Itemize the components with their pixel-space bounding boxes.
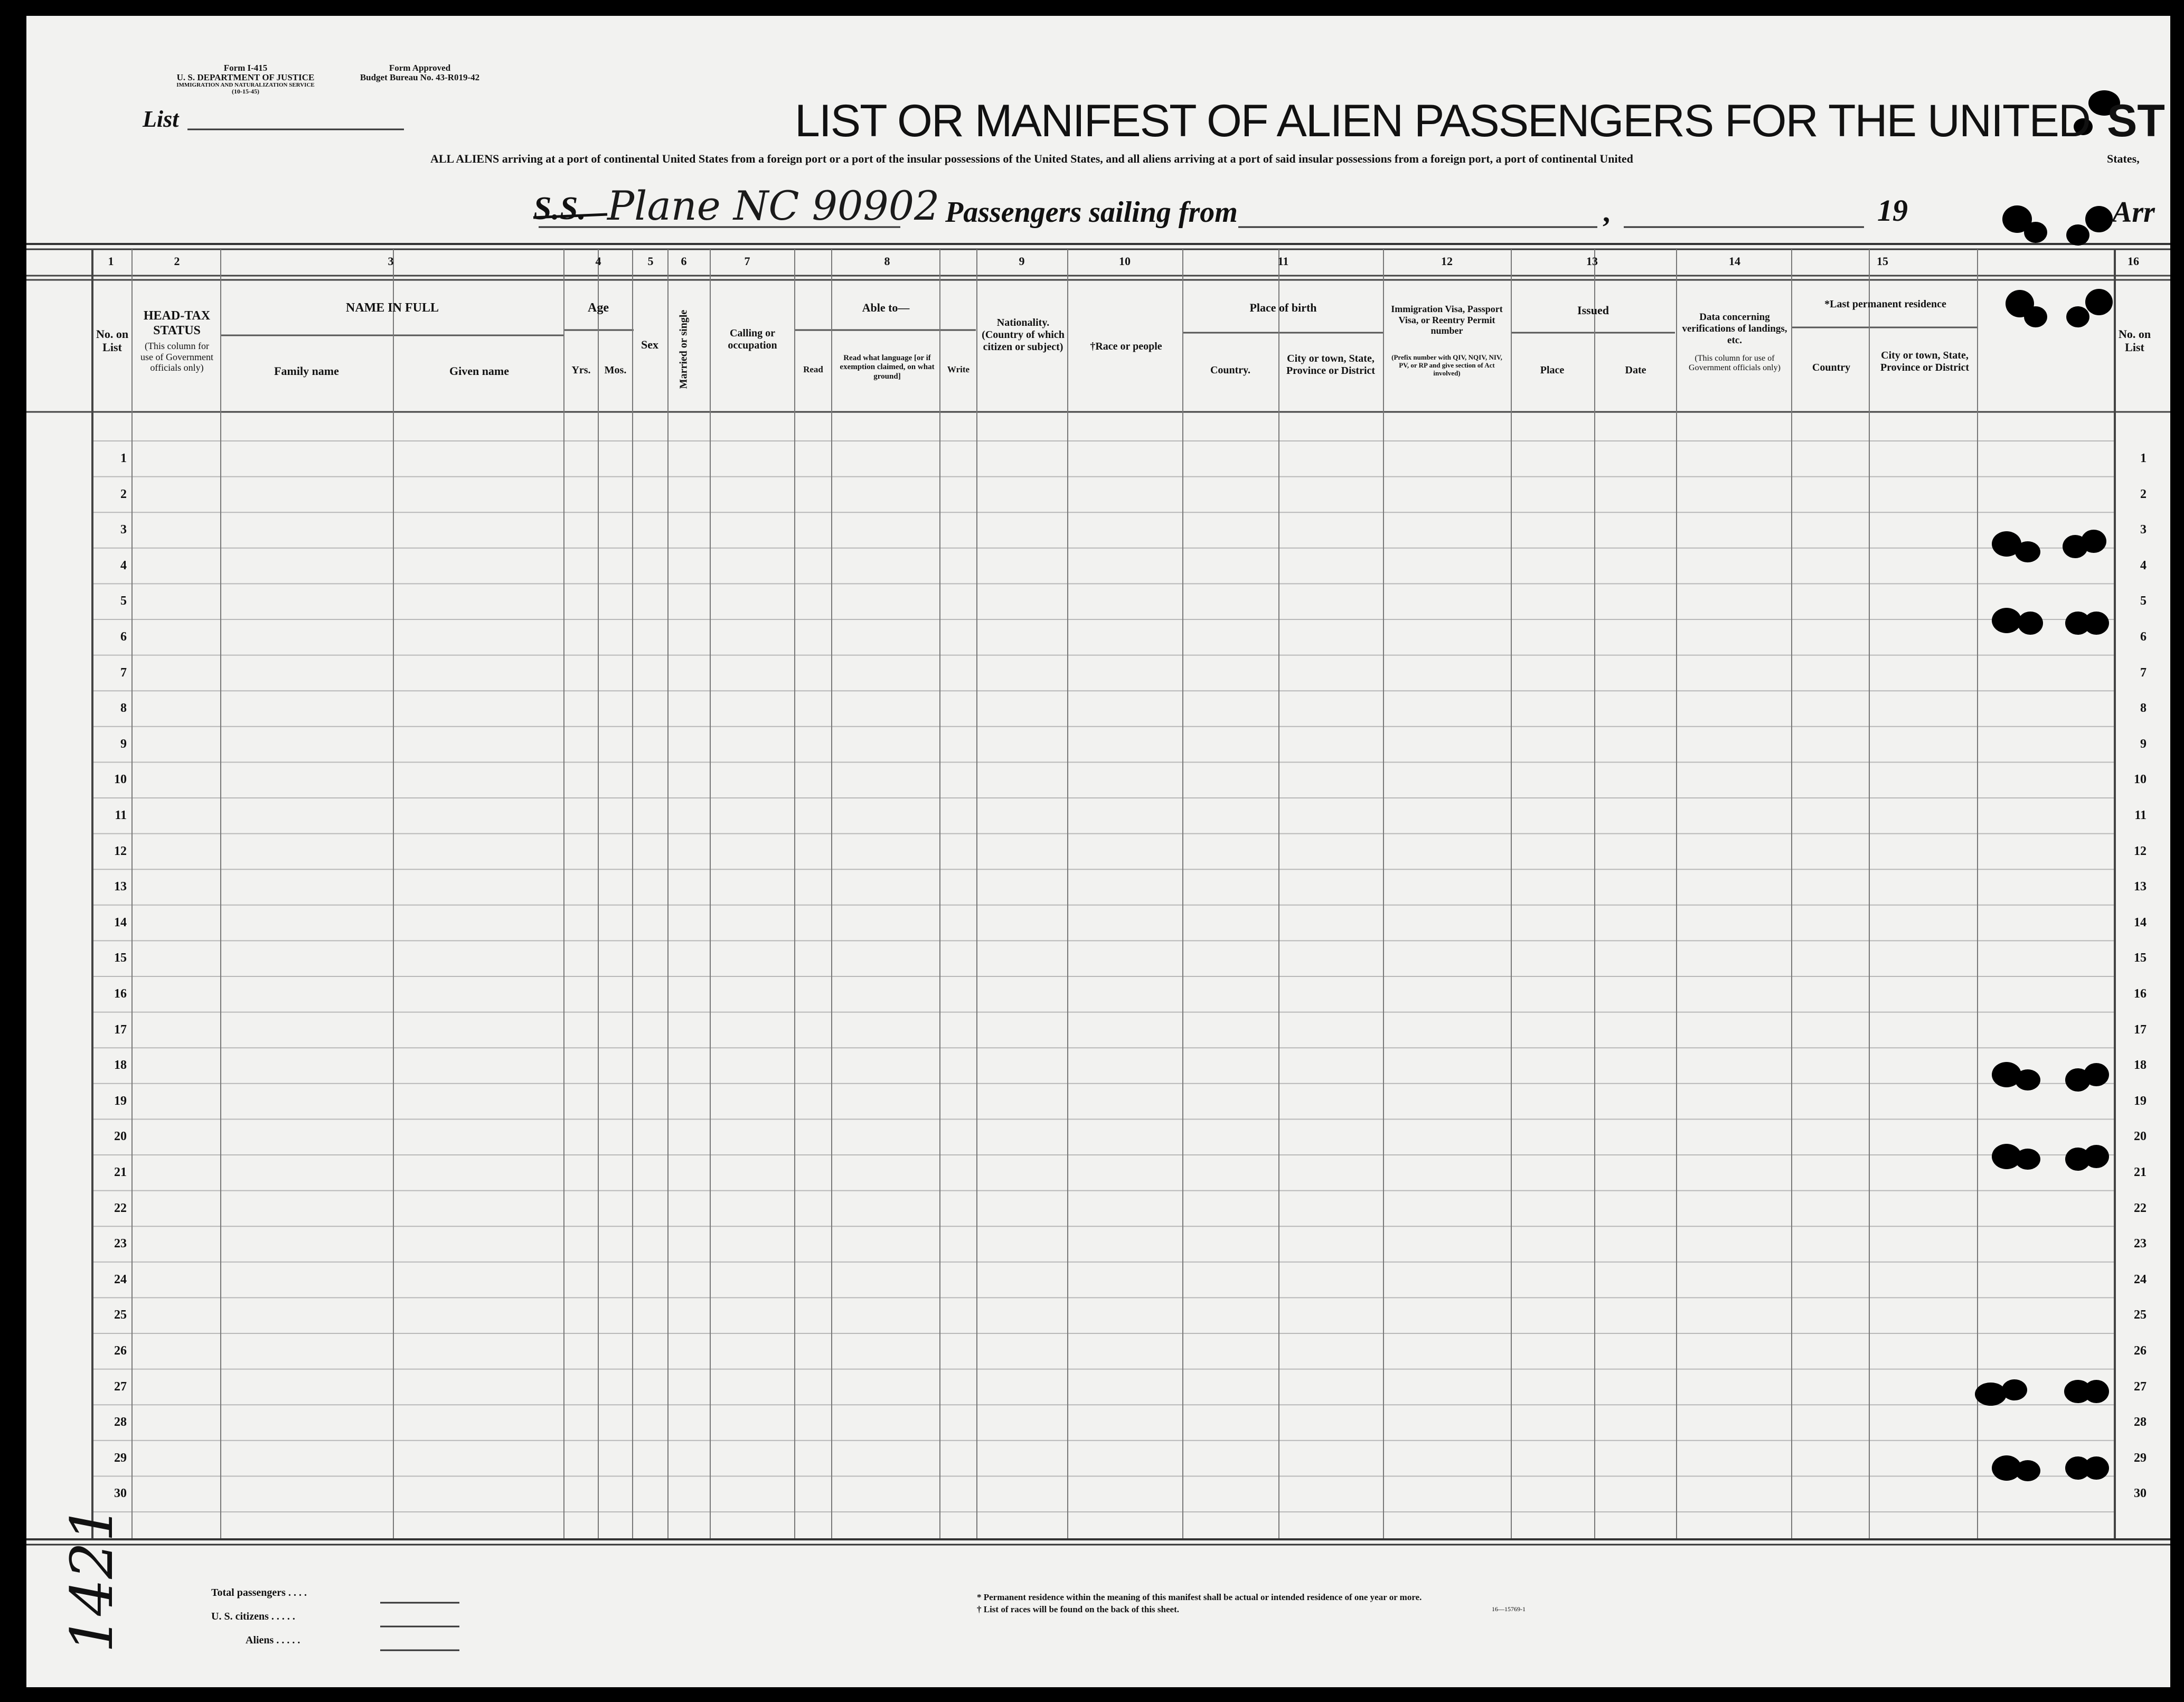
column-number: 10 [1119, 255, 1131, 268]
row-number-right: 25 [2134, 1308, 2147, 1322]
row-number-right: 29 [2134, 1451, 2147, 1465]
column-number: 12 [1441, 255, 1453, 268]
family-name-header: Family name [274, 364, 339, 378]
column-number: 4 [595, 255, 601, 268]
paper [26, 16, 2170, 1687]
given-name-header: Given name [449, 364, 510, 378]
list-label: List [143, 106, 179, 132]
us-citizens-label: U. S. citizens . . . . . [211, 1611, 295, 1622]
aliens-label: Aliens . . . . . [246, 1634, 300, 1646]
no-on-list-header: No. on List [96, 327, 129, 354]
row-number-right: 5 [2140, 594, 2147, 608]
column-number: 15 [1877, 255, 1888, 268]
row-number-right: 1 [2140, 452, 2147, 465]
mos-header: Mos. [604, 364, 627, 376]
head-tax-header: HEAD-TAX STATUS [143, 309, 211, 337]
residence-country-header: Country [1812, 362, 1851, 373]
row-number-right: 13 [2134, 880, 2147, 894]
write-header: Write [947, 364, 970, 374]
column-number: 8 [884, 255, 890, 268]
row-number-left: 9 [120, 737, 127, 751]
row-number-left: 11 [115, 808, 127, 822]
row-number-right: 7 [2140, 665, 2147, 680]
column-number: 3 [388, 255, 394, 268]
column-number: 5 [647, 255, 654, 268]
row-number-left: 13 [114, 880, 127, 894]
visa-header: Immigration Visa, Passport Visa, or Reentry Permit number [1391, 304, 1503, 336]
form-meta [158, 63, 333, 95]
row-number-right: 23 [2134, 1237, 2147, 1251]
year-prefix: 19 [1877, 193, 1908, 228]
row-number-right: 8 [2140, 701, 2147, 716]
row-number-left: 22 [114, 1201, 127, 1215]
row-number-right: 4 [2140, 558, 2147, 572]
married-header: Married or single [677, 309, 690, 389]
column-number: 2 [174, 255, 180, 268]
row-number-right: 26 [2134, 1344, 2147, 1358]
row-number-right: 9 [2140, 737, 2147, 751]
column-number: 6 [681, 255, 687, 268]
row-number-left: 16 [114, 987, 127, 1001]
row-number-left: 21 [114, 1165, 127, 1179]
comma: , [1603, 196, 1610, 229]
column-number: 11 [1277, 255, 1289, 268]
budget-number: Budget Bureau No. 43-R019-42 [360, 72, 480, 82]
birth-country-header: Country. [1210, 364, 1251, 376]
form-title: LIST OR MANIFEST OF ALIEN PASSENGERS FOR THE UNITED [795, 96, 2091, 146]
row-number-right: 11 [2134, 808, 2147, 822]
issued-header: Issued [1577, 304, 1609, 317]
ss-label: S.S. [533, 191, 586, 227]
birth-city-header: City or town, State, Province or District [1286, 353, 1376, 377]
column-number: 16 [2127, 255, 2139, 268]
row-number-left: 6 [120, 630, 127, 644]
row-number-right: 17 [2134, 1022, 2147, 1037]
landings-header: Data concerning verifications of landings, etc. [1682, 312, 1787, 346]
row-number-right: 22 [2134, 1201, 2147, 1215]
row-number-right: 18 [2134, 1058, 2147, 1073]
department: U. S. DEPARTMENT OF JUSTICE [176, 72, 315, 82]
row-number-left: 18 [114, 1058, 127, 1073]
row-number-left: 7 [120, 665, 127, 680]
landings-note: (This column for use of Government officials only) [1689, 354, 1781, 373]
row-number-left: 17 [114, 1022, 127, 1037]
form-subtitle: ALL ALIENS arriving at a port of continental United States from a foreign port or a port of the insular possessions of the United States, and all aliens arriving at a port of said insular possessions from a foreign port, a port of continental United [430, 152, 1633, 165]
row-number-left: 10 [114, 773, 127, 787]
row-number-right: 30 [2134, 1487, 2147, 1501]
column-number: 1 [108, 255, 114, 268]
footnote-races: † List of races will be found on the back of this sheet. [977, 1604, 1179, 1614]
nationality-header: Nationality. (Country of which citizen or subject) [982, 317, 1065, 353]
row-number-left: 19 [114, 1094, 127, 1108]
place-of-birth-header: Place of birth [1249, 301, 1317, 314]
form-subtitle-cut: States, [2107, 152, 2140, 165]
form-date: (10-15-45) [232, 88, 259, 96]
approval-text: Form Approved [389, 63, 451, 73]
form-approval [343, 63, 496, 82]
row-number-left: 1 [120, 452, 127, 465]
row-number-left: 3 [120, 523, 127, 537]
row-number-left: 14 [114, 915, 127, 929]
last-residence-header: *Last permanent residence [1824, 298, 1946, 310]
column-number: 7 [744, 255, 750, 268]
column-number: 14 [1729, 255, 1740, 268]
race-header: †Race or people [1090, 341, 1162, 352]
footnote-permanent: * Permanent residence within the meaning of this manifest shall be actual or intended residence of one year or more. [977, 1592, 1422, 1602]
row-number-left: 8 [120, 701, 127, 716]
row-number-right: 10 [2134, 773, 2147, 787]
row-number-left: 2 [120, 487, 127, 501]
row-number-right: 24 [2134, 1272, 2147, 1286]
read-header: Read [803, 364, 823, 374]
row-number-left: 25 [114, 1308, 127, 1322]
age-header: Age [588, 301, 609, 315]
print-code: 16—15769-1 [1492, 1605, 1526, 1613]
read-language-header: Read what language [or if exemption claimed, on what ground] [840, 354, 935, 381]
name-in-full-header: NAME IN FULL [345, 301, 439, 315]
vessel-name-handwritten: Plane NC 90902 [607, 182, 940, 229]
row-number-left: 12 [114, 844, 127, 858]
column-number: 13 [1586, 255, 1598, 268]
row-number-right: 19 [2134, 1094, 2147, 1108]
form-title-cut: ST [2107, 96, 2165, 146]
row-number-left: 4 [120, 558, 127, 572]
row-number-right: 21 [2134, 1165, 2147, 1179]
row-number-right: 15 [2134, 951, 2147, 965]
row-number-right: 6 [2140, 630, 2147, 644]
yrs-header: Yrs. [571, 364, 591, 376]
issued-place-header: Place [1540, 364, 1565, 376]
row-number-left: 29 [114, 1451, 127, 1465]
issued-date-header: Date [1625, 364, 1646, 376]
row-number-right: 3 [2140, 523, 2147, 537]
no-on-list-header-right: No. on List [2118, 327, 2151, 354]
arriving-cut: Arr [2112, 196, 2155, 229]
column-number: 9 [1019, 255, 1025, 268]
sex-header: Sex [641, 338, 658, 351]
calling-header: Calling or occupation [728, 327, 777, 351]
total-passengers-label: Total passengers . . . . [211, 1587, 307, 1598]
row-number-left: 30 [114, 1487, 127, 1501]
row-number-left: 26 [114, 1344, 127, 1358]
margin-number-handwritten: 1421 [58, 1505, 126, 1653]
row-number-right: 20 [2134, 1130, 2147, 1144]
visa-note: (Prefix number with QIV, NQIV, NIV, PV, or RP and give section of Act involved) [1391, 353, 1502, 377]
row-number-right: 14 [2134, 915, 2147, 929]
form-number: Form I-415 [223, 63, 268, 73]
row-number-left: 27 [114, 1379, 127, 1394]
row-number-right: 12 [2134, 844, 2147, 858]
able-to-header: Able to— [862, 301, 910, 314]
row-number-right: 28 [2134, 1415, 2147, 1430]
row-number-left: 20 [114, 1130, 127, 1144]
row-number-right: 16 [2134, 987, 2147, 1001]
row-number-left: 23 [114, 1237, 127, 1251]
residence-city-header: City or town, State, Province or District [1880, 350, 1970, 373]
head-tax-note: (This column for use of Government officials only) [140, 341, 213, 373]
row-number-left: 5 [120, 594, 127, 608]
row-number-right: 27 [2134, 1379, 2147, 1394]
service: IMMIGRATION AND NATURALIZATION SERVICE [176, 81, 315, 88]
row-number-left: 28 [114, 1415, 127, 1430]
row-number-left: 24 [114, 1272, 127, 1286]
row-number-left: 15 [114, 951, 127, 965]
sailing-label: Passengers sailing from [945, 196, 1238, 229]
row-number-right: 2 [2140, 487, 2147, 501]
